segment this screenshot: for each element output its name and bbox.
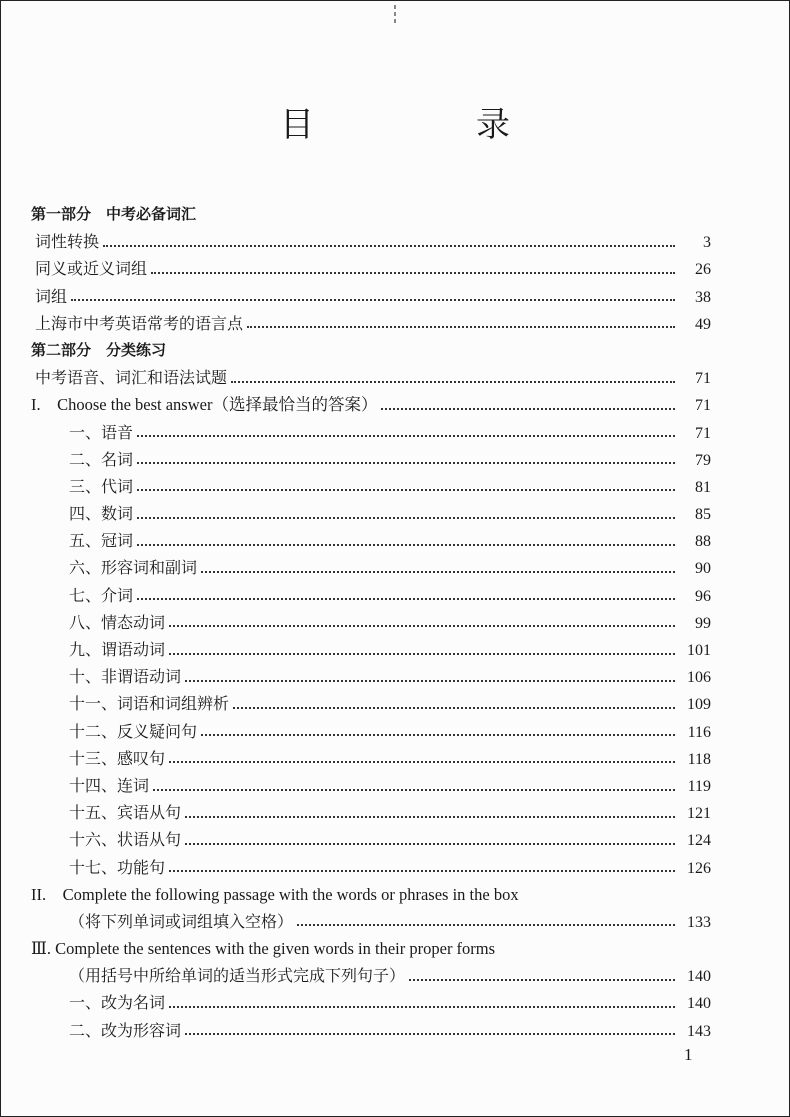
toc-entry-label: Ⅲ. Complete the sentences with the given words in their proper forms: [31, 939, 496, 959]
toc-entry-page: 71: [695, 397, 711, 415]
dot-leader: [201, 734, 675, 736]
toc-entry-page: 140: [687, 995, 711, 1013]
dot-leader: [381, 408, 675, 410]
toc-entry-page: 143: [687, 1022, 711, 1040]
toc-entry-label: 第一部分 中考必备词汇: [31, 205, 197, 223]
toc-entry-page: 71: [695, 370, 711, 388]
toc-entry-page: 124: [687, 832, 711, 850]
toc-entry: [31, 527, 711, 554]
toc-entry-label: 十四、连词: [69, 775, 150, 795]
dot-leader: [103, 245, 675, 247]
toc-entry-label: 词性转换: [35, 232, 100, 252]
toc-entry-label: 十三、感叹句: [69, 748, 166, 768]
dot-leader: [233, 707, 675, 709]
toc-entry: [31, 772, 711, 799]
toc-entry-label: 十一、词语和词组辨析: [69, 694, 230, 714]
toc-entry-label: 七、介词: [69, 585, 134, 605]
toc-entry-label: I. Choose the best answer（选择最恰当的答案）: [31, 395, 378, 415]
toc-entry-page: 79: [695, 451, 711, 469]
dot-leader: [137, 435, 675, 437]
dot-leader: [185, 680, 675, 682]
toc-entry-page: 26: [695, 261, 711, 279]
toc-entry-label: 十二、反义疑问句: [69, 721, 198, 741]
dot-leader: [71, 299, 675, 301]
toc-entry: [31, 636, 711, 663]
toc-entry-page: 96: [695, 587, 711, 605]
toc-entry-label: 四、数词: [69, 504, 134, 524]
toc-entry-page: 118: [687, 750, 711, 768]
toc-entry-label: 词组: [35, 286, 68, 306]
dot-leader: [137, 598, 675, 600]
toc-entry: [31, 718, 711, 745]
toc-entry-label: 六、形容词和副词: [69, 558, 198, 578]
dot-leader: [169, 870, 675, 872]
toc-entry: [31, 446, 711, 473]
toc-entry: [31, 310, 711, 337]
toc-entry: [31, 609, 711, 636]
dot-leader: [151, 272, 675, 274]
toc-entry-page: 101: [687, 642, 711, 659]
dot-leader: [137, 489, 675, 491]
toc-entry-label: 十五、宾语从句: [69, 803, 182, 823]
dot-leader: [185, 843, 675, 845]
toc-entry-label: 中考语音、词汇和语法试题: [35, 368, 228, 388]
toc-entry-label: （将下列单词或词组填入空格）: [69, 911, 294, 931]
toc-entry-label: 同义或近义词组: [35, 259, 148, 279]
toc-entry: [31, 1017, 711, 1044]
toc-entry-page: 90: [695, 560, 711, 578]
toc-entry: [31, 989, 711, 1016]
toc-entry: [31, 473, 711, 500]
dot-leader: [137, 462, 675, 464]
toc-entry: [31, 255, 711, 282]
toc-entry: [31, 554, 711, 581]
dot-leader: [297, 924, 675, 926]
dot-leader: [201, 571, 675, 573]
toc-entry: [31, 799, 711, 826]
toc-entry-label: 二、名词: [69, 449, 134, 469]
toc-entry: [31, 826, 711, 853]
toc-entry-label: 一、改为名词: [69, 993, 166, 1013]
toc-entry-page: 88: [695, 533, 711, 551]
toc-entry-label: 十、非谓语动词: [69, 667, 182, 687]
toc-entry: [31, 745, 711, 772]
toc-entry-page: 3: [703, 234, 711, 252]
toc-entry-page: 38: [695, 288, 711, 306]
dot-leader: [169, 1006, 675, 1008]
toc-entry: [31, 962, 711, 989]
toc-entry-page: 126: [687, 859, 711, 877]
toc-entry-page: 99: [695, 614, 711, 632]
toc-entry-page: 71: [695, 424, 711, 442]
toc-entry: [31, 228, 711, 255]
toc-entry-label: 上海市中考英语常考的语言点: [35, 313, 244, 333]
toc-entry-page: 109: [687, 696, 711, 714]
toc-entry: [31, 908, 711, 935]
toc-entry: [31, 881, 711, 908]
toc-entry-label: 三、代词: [69, 476, 134, 496]
toc-entry-page: 119: [687, 777, 711, 795]
toc-entry-label: 第二部分 分类练习: [31, 340, 167, 359]
toc-entry-page: 85: [695, 506, 711, 524]
toc-entry-label: 十七、功能句: [69, 857, 166, 877]
dot-leader: [185, 816, 675, 818]
toc-entry: [31, 337, 711, 364]
table-of-contents: [31, 201, 711, 1044]
toc-entry: [31, 582, 711, 609]
toc-entry-label: II. Complete the following passage with the words or phrases in the box: [31, 884, 519, 904]
toc-entry-page: 49: [695, 315, 711, 333]
toc-entry-page: 140: [687, 968, 711, 986]
toc-entry-page: 121: [687, 805, 711, 823]
toc-entry-page: 116: [687, 723, 711, 741]
toc-entry: [31, 935, 711, 962]
dot-leader: [231, 381, 675, 383]
toc-entry: [31, 201, 711, 228]
toc-entry-page: 133: [687, 913, 711, 931]
dot-leader: [185, 1033, 675, 1035]
dot-leader: [169, 653, 675, 655]
toc-entry: [31, 500, 711, 527]
binding-mark: [394, 5, 396, 23]
toc-entry-page: 81: [695, 478, 711, 496]
toc-entry-label: 十六、状语从句: [69, 830, 182, 850]
toc-entry-label: 五、冠词: [69, 531, 134, 551]
toc-entry-label: 一、语音: [69, 422, 134, 442]
dot-leader: [409, 979, 675, 981]
toc-entry-page: 106: [687, 669, 711, 687]
dot-leader: [137, 544, 675, 546]
toc-entry-label: 八、情态动词: [69, 612, 166, 632]
toc-entry-label: （用括号中所给单词的适当形式完成下列句子）: [69, 966, 406, 986]
dot-leader: [153, 789, 675, 791]
dot-leader: [137, 517, 675, 519]
page-title: 目 录: [280, 105, 574, 145]
toc-entry: [31, 663, 711, 690]
toc-entry-label: 九、谓语动词: [69, 640, 166, 659]
toc-entry: [31, 690, 711, 717]
dot-leader: [169, 761, 675, 763]
toc-entry-label: 二、改为形容词: [69, 1020, 182, 1040]
dot-leader: [169, 625, 675, 627]
dot-leader: [247, 326, 675, 328]
page-number: 1: [684, 1045, 693, 1064]
toc-entry: [31, 364, 711, 391]
toc-entry: [31, 283, 711, 310]
toc-entry: [31, 419, 711, 446]
toc-entry: [31, 854, 711, 881]
toc-entry: [31, 391, 711, 418]
